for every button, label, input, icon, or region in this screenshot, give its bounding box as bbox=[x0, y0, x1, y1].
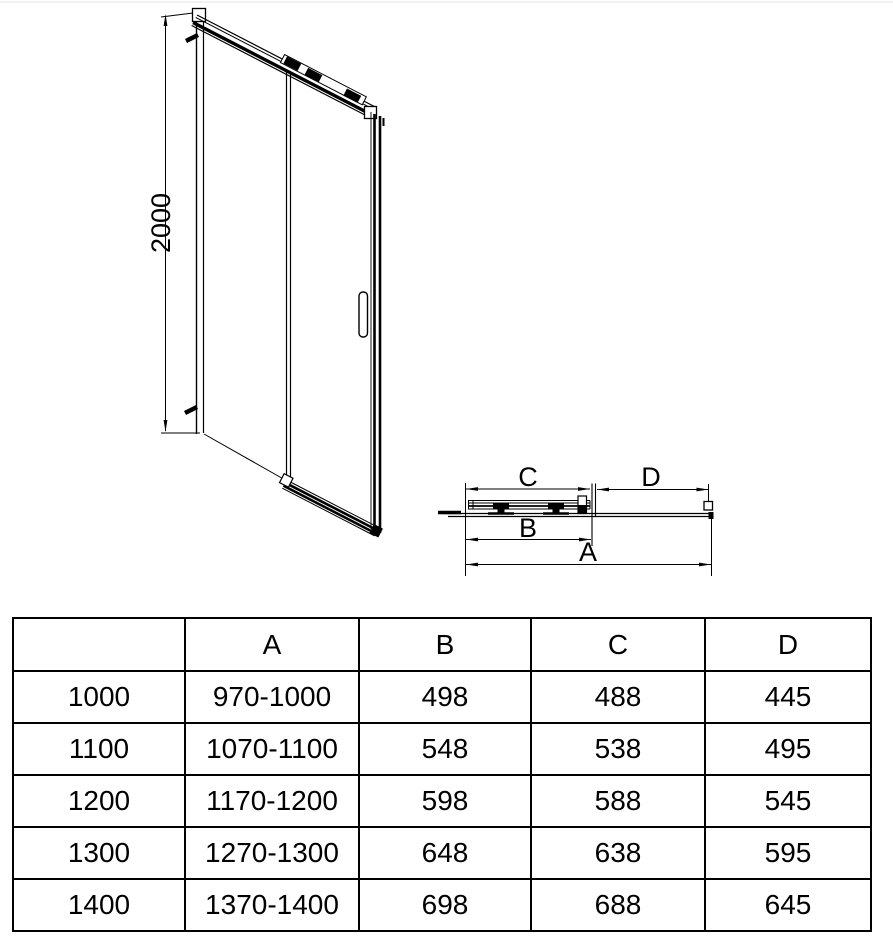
table-row bbox=[13, 879, 871, 931]
cell-a: 1370-1400 bbox=[185, 879, 359, 931]
cell-size: 1300 bbox=[13, 827, 185, 879]
cell-c: 488 bbox=[531, 671, 705, 723]
height-dimension-label: 2000 bbox=[146, 192, 176, 253]
table-row bbox=[13, 775, 871, 827]
header-empty bbox=[13, 618, 185, 671]
dimension-d-label: D bbox=[641, 462, 661, 492]
header-b: B bbox=[359, 618, 531, 671]
header-c: C bbox=[531, 618, 705, 671]
size-spec-table bbox=[12, 617, 872, 932]
cell-b: 698 bbox=[359, 879, 531, 931]
table-row bbox=[13, 827, 871, 879]
front-view-drawing bbox=[146, 9, 385, 538]
bottom-rail bbox=[278, 474, 385, 538]
cell-a: 1170-1200 bbox=[185, 775, 359, 827]
plan-roller-bracket bbox=[488, 503, 514, 514]
cell-d: 645 bbox=[705, 879, 871, 931]
plan-end-bracket bbox=[578, 496, 587, 514]
cell-d: 445 bbox=[705, 671, 871, 723]
door-handle bbox=[359, 292, 368, 337]
cell-b: 548 bbox=[359, 723, 531, 775]
header-a: A bbox=[185, 618, 359, 671]
cell-size: 1000 bbox=[13, 671, 185, 723]
plan-roller-bracket bbox=[543, 503, 569, 514]
plan-right-wall-bracket bbox=[704, 502, 713, 511]
plan-view-drawing bbox=[438, 462, 714, 576]
cell-b: 498 bbox=[359, 671, 531, 723]
plan-track-profile bbox=[468, 501, 590, 510]
cell-c: 538 bbox=[531, 723, 705, 775]
cell-d: 595 bbox=[705, 827, 871, 879]
cell-b: 598 bbox=[359, 775, 531, 827]
bottom-glass-edge bbox=[204, 434, 287, 481]
dimension-c-label: C bbox=[518, 462, 538, 492]
cell-c: 588 bbox=[531, 775, 705, 827]
cell-size: 1400 bbox=[13, 879, 185, 931]
table-row bbox=[13, 723, 871, 775]
cell-c: 688 bbox=[531, 879, 705, 931]
table-header-row bbox=[13, 618, 871, 671]
cell-b: 648 bbox=[359, 827, 531, 879]
dimension-b-label: B bbox=[518, 513, 538, 543]
left-wall-profile bbox=[185, 9, 206, 435]
top-track bbox=[192, 11, 379, 119]
header-d: D bbox=[705, 618, 871, 671]
dimension-a-label: A bbox=[578, 537, 598, 567]
cell-a: 1270-1300 bbox=[185, 827, 359, 879]
cell-a: 1070-1100 bbox=[185, 723, 359, 775]
cell-d: 495 bbox=[705, 723, 871, 775]
cell-a: 970-1000 bbox=[185, 671, 359, 723]
middle-stile bbox=[287, 72, 291, 480]
right-frame-profile bbox=[371, 112, 384, 533]
cell-d: 545 bbox=[705, 775, 871, 827]
table-row bbox=[13, 671, 871, 723]
cell-size: 1100 bbox=[13, 723, 185, 775]
cell-size: 1200 bbox=[13, 775, 185, 827]
cell-c: 638 bbox=[531, 827, 705, 879]
